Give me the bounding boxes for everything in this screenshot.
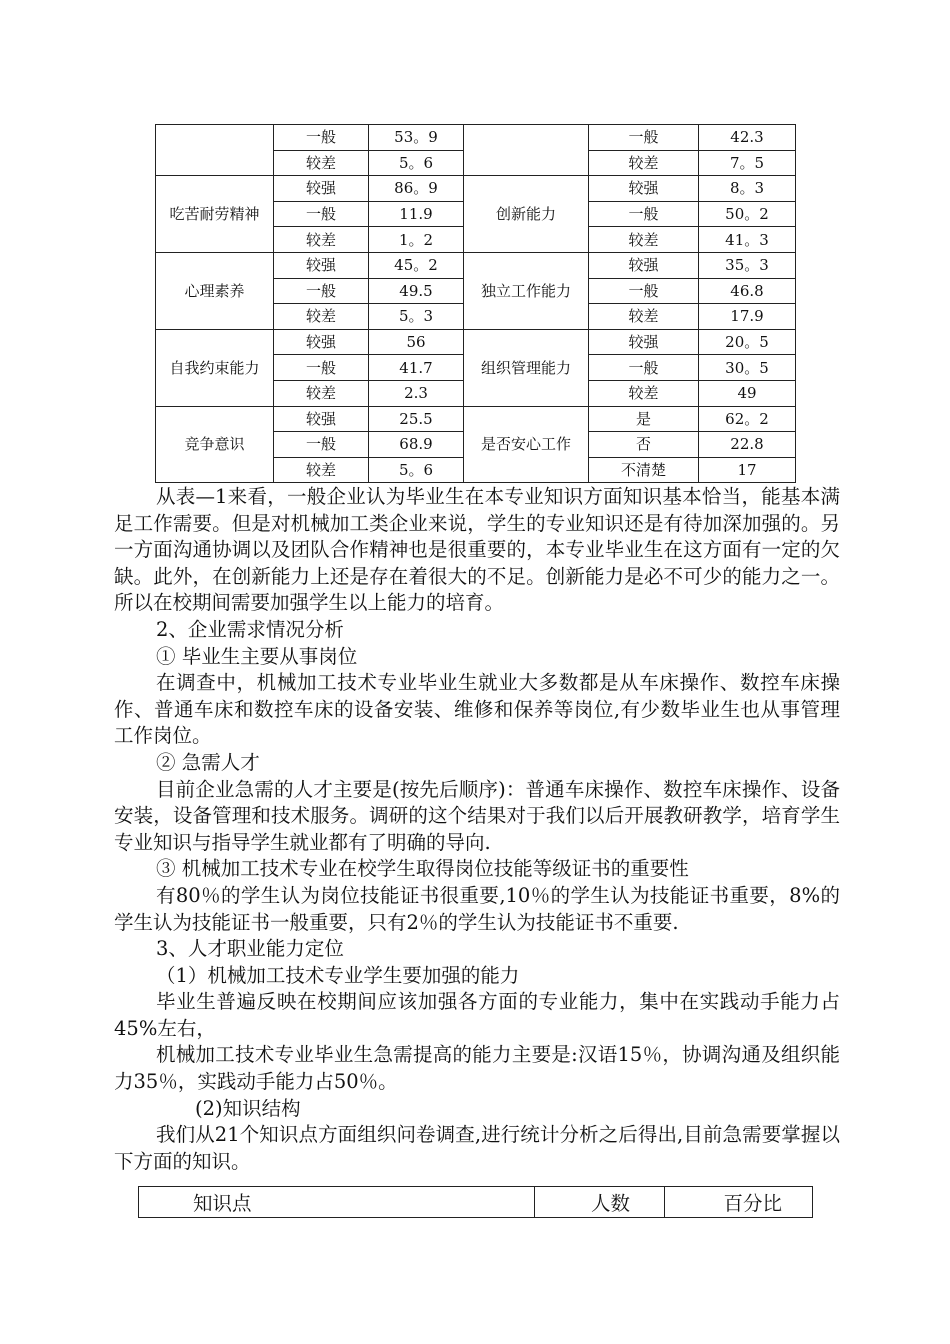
category-cell: 创新能力 xyxy=(464,176,589,253)
value-cell: 41.7 xyxy=(369,355,464,381)
subsection-heading: ① 毕业生主要从事岗位 xyxy=(156,644,358,668)
value-cell: 17 xyxy=(699,457,796,483)
value-cell: 53。9 xyxy=(369,125,464,151)
header-knowledge-point: 知识点 xyxy=(139,1187,535,1218)
category-cell: 心理素养 xyxy=(156,252,274,329)
analysis-paragraph: 从表—1来看，一般企业认为毕业生在本专业知识方面知识基本恰当，能基本满足工作需要。但是对机械加工类企业来说，学生的专业知识还是有待加深加强的。另一方面沟通协调以及团队合作精神也是很重要的，本专业毕业生在这方面有一定的欠缺。此外，在创新能力上还是存在着很大的不足。创新能力是必不可少的能力之一。所以在校期间需要加强学生以上能力的培育。 xyxy=(114,485,840,615)
value-cell: 5。6 xyxy=(369,457,464,483)
value-cell: 42.3 xyxy=(699,125,796,151)
knowledge-table xyxy=(138,1186,813,1218)
survey-table xyxy=(155,124,796,483)
paragraph: 机械加工技术专业毕业生急需提高的能力主要是:汉语15％，协调沟通及组织能力35％，实践动手能力占50％。 xyxy=(114,1043,840,1094)
value-cell: 86。9 xyxy=(369,176,464,202)
value-cell: 20。5 xyxy=(699,329,796,355)
level-cell: 较差 xyxy=(589,227,699,253)
level-cell: 较强 xyxy=(274,406,369,432)
level-cell: 较强 xyxy=(589,329,699,355)
category-cell: 吃苦耐劳精神 xyxy=(156,176,274,253)
header-count: 人数 xyxy=(535,1187,665,1218)
value-cell: 41。3 xyxy=(699,227,796,253)
paragraph: 有80％的学生认为岗位技能证书很重要,10％的学生认为技能证书重要，8%的学生认为技能证书一般重要，只有2％的学生认为技能证书不重要. xyxy=(114,883,840,934)
value-cell: 35。3 xyxy=(699,252,796,278)
category-cell: 独立工作能力 xyxy=(464,252,589,329)
level-cell: 一般 xyxy=(274,278,369,304)
section-heading: 2、企业需求情况分析 xyxy=(156,617,344,641)
value-cell: 11.9 xyxy=(369,201,464,227)
level-cell: 一般 xyxy=(589,355,699,381)
category-cell xyxy=(464,125,589,176)
level-cell: 较差 xyxy=(589,380,699,406)
value-cell: 17.9 xyxy=(699,304,796,330)
paragraph: 目前企业急需的人才主要是(按先后顺序)：普通车床操作、数控车床操作、设备安装，设备管理和技术服务。调研的这个结果对于我们以后开展教研教学，培育学生专业知识与指导学生就业都有了明确的导向. xyxy=(114,777,840,854)
level-cell: 较差 xyxy=(589,304,699,330)
category-cell: 是否安心工作 xyxy=(464,406,589,483)
value-cell: 7。5 xyxy=(699,150,796,176)
value-cell: 56 xyxy=(369,329,464,355)
level-cell: 较差 xyxy=(589,150,699,176)
level-cell: 一般 xyxy=(589,278,699,304)
value-cell: 2.3 xyxy=(369,380,464,406)
value-cell: 50。2 xyxy=(699,201,796,227)
value-cell: 1。2 xyxy=(369,227,464,253)
value-cell: 45。2 xyxy=(369,252,464,278)
level-cell: 较强 xyxy=(274,176,369,202)
level-cell: 较强 xyxy=(589,252,699,278)
category-cell: 自我约束能力 xyxy=(156,329,274,406)
subsection-heading: (2)知识结构 xyxy=(195,1096,301,1120)
level-cell: 一般 xyxy=(274,432,369,458)
value-cell: 49.5 xyxy=(369,278,464,304)
level-cell: 较差 xyxy=(274,380,369,406)
paragraph: 在调查中，机械加工技术专业毕业生就业大多数都是从车床操作、数控车床操作、普通车床和数控车床的设备安装、维修和保养等岗位,有少数毕业生也从事管理工作岗位。 xyxy=(114,671,840,748)
level-cell: 一般 xyxy=(589,125,699,151)
level-cell: 一般 xyxy=(274,355,369,381)
level-cell: 是 xyxy=(589,406,699,432)
value-cell: 5。6 xyxy=(369,150,464,176)
level-cell: 较差 xyxy=(274,150,369,176)
table-row xyxy=(156,252,796,278)
value-cell: 8。3 xyxy=(699,176,796,202)
table-row xyxy=(156,406,796,432)
value-cell: 62。2 xyxy=(699,406,796,432)
table-row xyxy=(156,329,796,355)
level-cell: 较差 xyxy=(274,457,369,483)
level-cell: 一般 xyxy=(274,201,369,227)
category-cell: 组织管理能力 xyxy=(464,329,589,406)
table-header-row xyxy=(139,1187,813,1218)
value-cell: 46.8 xyxy=(699,278,796,304)
category-cell xyxy=(156,125,274,176)
value-cell: 22.8 xyxy=(699,432,796,458)
subsection-heading: （1）机械加工技术专业学生要加强的能力 xyxy=(156,963,520,987)
body-text xyxy=(114,484,840,1175)
level-cell: 较强 xyxy=(274,252,369,278)
level-cell: 较强 xyxy=(274,329,369,355)
value-cell: 30。5 xyxy=(699,355,796,381)
section-heading: 3、人才职业能力定位 xyxy=(156,937,344,961)
subsection-heading: ② 急需人才 xyxy=(156,750,260,774)
subsection-heading: ③ 机械加工技术专业在校学生取得岗位技能等级证书的重要性 xyxy=(156,857,689,881)
value-cell: 5。3 xyxy=(369,304,464,330)
level-cell: 较强 xyxy=(589,176,699,202)
table-row xyxy=(156,125,796,151)
value-cell: 68.9 xyxy=(369,432,464,458)
paragraph: 毕业生普遍反映在校期间应该加强各方面的专业能力，集中在实践动手能力占45%左右， xyxy=(114,990,840,1040)
header-percentage: 百分比 xyxy=(665,1187,813,1218)
value-cell: 49 xyxy=(699,380,796,406)
level-cell: 一般 xyxy=(589,201,699,227)
value-cell: 25.5 xyxy=(369,406,464,432)
level-cell: 较差 xyxy=(274,304,369,330)
level-cell: 一般 xyxy=(274,125,369,151)
category-cell: 竞争意识 xyxy=(156,406,274,483)
table-row xyxy=(156,176,796,202)
level-cell: 较差 xyxy=(274,227,369,253)
paragraph: 我们从21个知识点方面组织问卷调查,进行统计分析之后得出,目前急需要掌握以下方面的知识。 xyxy=(114,1123,840,1173)
level-cell: 否 xyxy=(589,432,699,458)
level-cell: 不清楚 xyxy=(589,457,699,483)
